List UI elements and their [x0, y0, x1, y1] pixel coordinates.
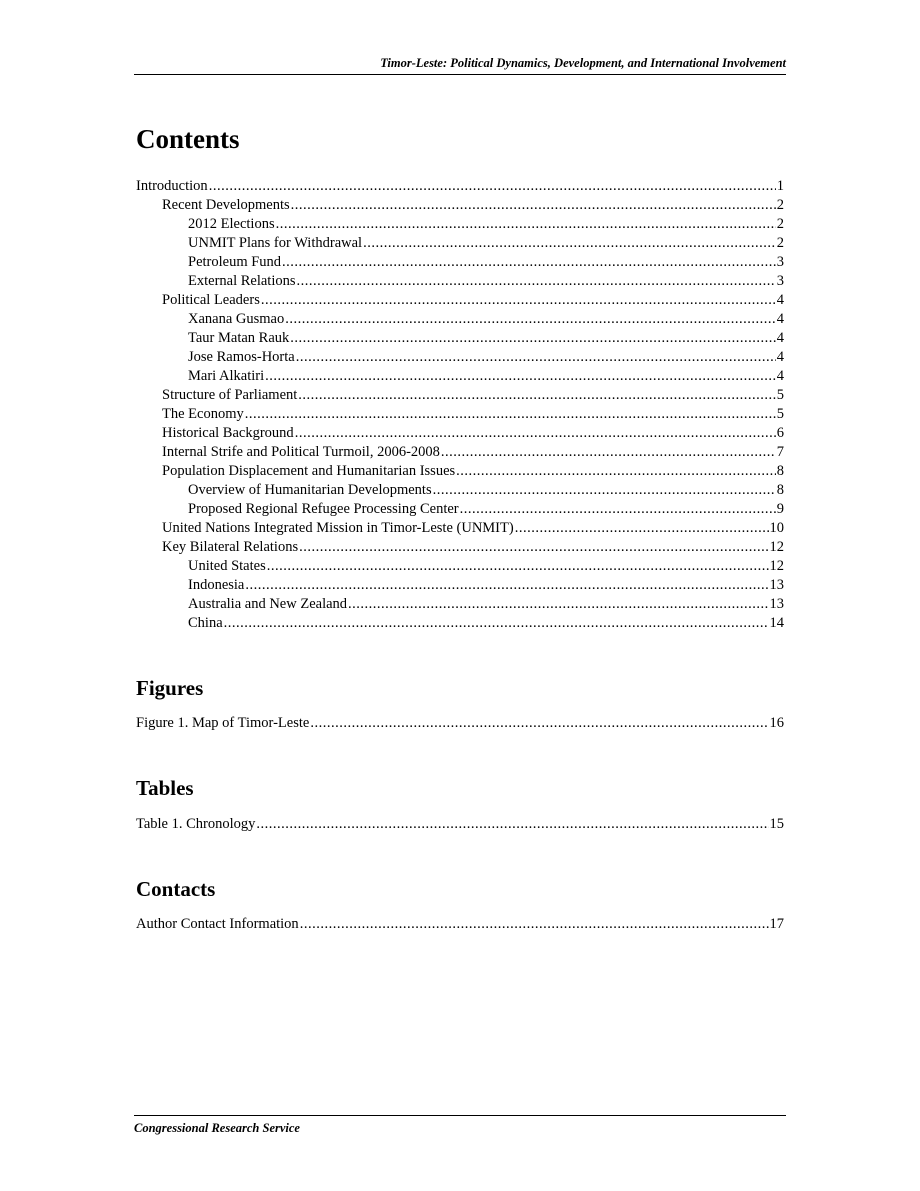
- toc-entry-page: 4: [776, 368, 784, 384]
- toc-leader-dots: [209, 177, 776, 196]
- toc-entry-page: 12: [769, 539, 784, 555]
- toc-leader-dots: [290, 329, 775, 348]
- toc-leader-dots: [245, 576, 768, 595]
- toc-leader-dots: [515, 519, 769, 538]
- toc-entry-page: 15: [769, 816, 784, 832]
- toc-entry[interactable]: [136, 815, 784, 834]
- toc-entry[interactable]: [136, 595, 784, 614]
- tables-list: [136, 815, 784, 834]
- toc-entry[interactable]: [136, 443, 784, 462]
- toc-entry-page: 7: [776, 444, 784, 460]
- toc-entry-label: UNMIT Plans for Withdrawal: [188, 235, 363, 251]
- toc-leader-dots: [224, 614, 769, 633]
- toc-entry-page: 17: [769, 916, 784, 932]
- running-header: Timor-Leste: Political Dynamics, Development, and International Involvement: [134, 56, 786, 75]
- toc-entry-label: China: [188, 615, 223, 631]
- toc-entry[interactable]: [136, 557, 784, 576]
- toc-leader-dots: [460, 500, 776, 519]
- toc-entry-label: Mari Alkatiri: [188, 368, 265, 384]
- toc-entry[interactable]: [136, 234, 784, 253]
- figures-heading: Figures: [136, 676, 204, 700]
- toc-entry-label: United States: [188, 558, 266, 574]
- toc-entry-label: Introduction: [136, 178, 208, 194]
- toc-leader-dots: [441, 443, 776, 462]
- toc-entry-page: 13: [769, 596, 784, 612]
- figures-list: [136, 714, 784, 733]
- toc-entry[interactable]: [136, 500, 784, 519]
- toc-entry-page: 2: [776, 197, 784, 213]
- toc-entry-page: 6: [776, 425, 784, 441]
- toc-entry-label: Petroleum Fund: [188, 254, 282, 270]
- toc-entry[interactable]: [136, 614, 784, 633]
- contacts-list: [136, 915, 784, 934]
- toc-leader-dots: [282, 253, 776, 272]
- toc-entry-page: 9: [776, 501, 784, 517]
- toc-entry-page: 2: [776, 235, 784, 251]
- toc-leader-dots: [291, 196, 776, 215]
- toc-entry-page: 3: [776, 254, 784, 270]
- toc-entry[interactable]: [136, 196, 784, 215]
- toc-leader-dots: [363, 234, 776, 253]
- contents-list: [136, 177, 784, 633]
- toc-entry-label: Indonesia: [188, 577, 245, 593]
- toc-entry-label: Proposed Regional Refugee Processing Center: [188, 501, 459, 517]
- toc-entry-page: 3: [776, 273, 784, 289]
- toc-entry[interactable]: [136, 405, 784, 424]
- toc-entry-label: 2012 Elections: [188, 216, 275, 232]
- toc-entry-page: 4: [776, 311, 784, 327]
- toc-entry[interactable]: [136, 310, 784, 329]
- toc-leader-dots: [256, 815, 768, 834]
- toc-entry-label: Population Displacement and Humanitarian Issues: [162, 463, 456, 479]
- contents-heading: Contents: [136, 124, 240, 154]
- toc-entry-page: 4: [776, 330, 784, 346]
- toc-entry-page: 1: [776, 178, 784, 194]
- toc-leader-dots: [296, 348, 776, 367]
- toc-leader-dots: [295, 424, 776, 443]
- toc-entry-page: 10: [769, 520, 784, 536]
- toc-entry[interactable]: [136, 386, 784, 405]
- toc-entry[interactable]: [136, 519, 784, 538]
- toc-leader-dots: [261, 291, 776, 310]
- toc-entry[interactable]: [136, 367, 784, 386]
- toc-entry-label: Taur Matan Rauk: [188, 330, 290, 346]
- toc-entry-page: 8: [776, 463, 784, 479]
- page-footer: Congressional Research Service: [134, 1115, 786, 1136]
- toc-entry-label: Overview of Humanitarian Developments: [188, 482, 432, 498]
- toc-entry-label: Historical Background: [162, 425, 294, 441]
- toc-entry-label: The Economy: [162, 406, 244, 422]
- toc-entry-label: Recent Developments: [162, 197, 290, 213]
- toc-leader-dots: [310, 714, 768, 733]
- toc-entry-page: 8: [776, 482, 784, 498]
- toc-leader-dots: [298, 386, 775, 405]
- toc-entry-label: Author Contact Information: [136, 916, 299, 932]
- toc-leader-dots: [300, 915, 769, 934]
- toc-leader-dots: [267, 557, 769, 576]
- toc-entry-label: Key Bilateral Relations: [162, 539, 299, 555]
- toc-leader-dots: [433, 481, 776, 500]
- toc-entry-page: 2: [776, 216, 784, 232]
- toc-entry-page: 4: [776, 349, 784, 365]
- toc-entry[interactable]: [136, 348, 784, 367]
- toc-entry-label: Xanana Gusmao: [188, 311, 285, 327]
- toc-entry-page: 4: [776, 292, 784, 308]
- toc-leader-dots: [297, 272, 776, 291]
- toc-leader-dots: [276, 215, 776, 234]
- toc-entry[interactable]: [136, 576, 784, 595]
- toc-entry-label: Figure 1. Map of Timor-Leste: [136, 715, 310, 731]
- toc-entry-page: 14: [769, 615, 784, 631]
- toc-entry-page: 12: [769, 558, 784, 574]
- toc-entry-page: 16: [769, 715, 784, 731]
- toc-entry-label: External Relations: [188, 273, 296, 289]
- toc-entry-label: Jose Ramos-Horta: [188, 349, 295, 365]
- toc-entry[interactable]: [136, 291, 784, 310]
- toc-entry-page: 13: [769, 577, 784, 593]
- toc-entry-page: 5: [776, 387, 784, 403]
- toc-leader-dots: [299, 538, 768, 557]
- toc-leader-dots: [348, 595, 768, 614]
- toc-entry-label: United Nations Integrated Mission in Timor-Leste (UNMIT): [162, 520, 514, 536]
- toc-entry[interactable]: [136, 481, 784, 500]
- toc-entry[interactable]: [136, 915, 784, 934]
- toc-entry[interactable]: [136, 462, 784, 481]
- toc-entry-page: 5: [776, 406, 784, 422]
- toc-entry[interactable]: [136, 177, 784, 196]
- toc-entry[interactable]: [136, 272, 784, 291]
- toc-entry-label: Table 1. Chronology: [136, 816, 256, 832]
- contacts-heading: Contacts: [136, 877, 216, 901]
- toc-leader-dots: [456, 462, 776, 481]
- toc-entry[interactable]: [136, 253, 784, 272]
- toc-entry-label: Internal Strife and Political Turmoil, 2006-2008: [162, 444, 440, 460]
- toc-leader-dots: [285, 310, 776, 329]
- toc-leader-dots: [265, 367, 776, 386]
- tables-heading: Tables: [136, 776, 194, 800]
- toc-entry[interactable]: [136, 215, 784, 234]
- toc-entry-label: Structure of Parliament: [162, 387, 298, 403]
- toc-entry-label: Australia and New Zealand: [188, 596, 348, 612]
- toc-entry[interactable]: [136, 329, 784, 348]
- toc-entry[interactable]: [136, 538, 784, 557]
- toc-leader-dots: [245, 405, 776, 424]
- toc-entry-label: Political Leaders: [162, 292, 260, 308]
- toc-entry[interactable]: [136, 714, 784, 733]
- toc-entry[interactable]: [136, 424, 784, 443]
